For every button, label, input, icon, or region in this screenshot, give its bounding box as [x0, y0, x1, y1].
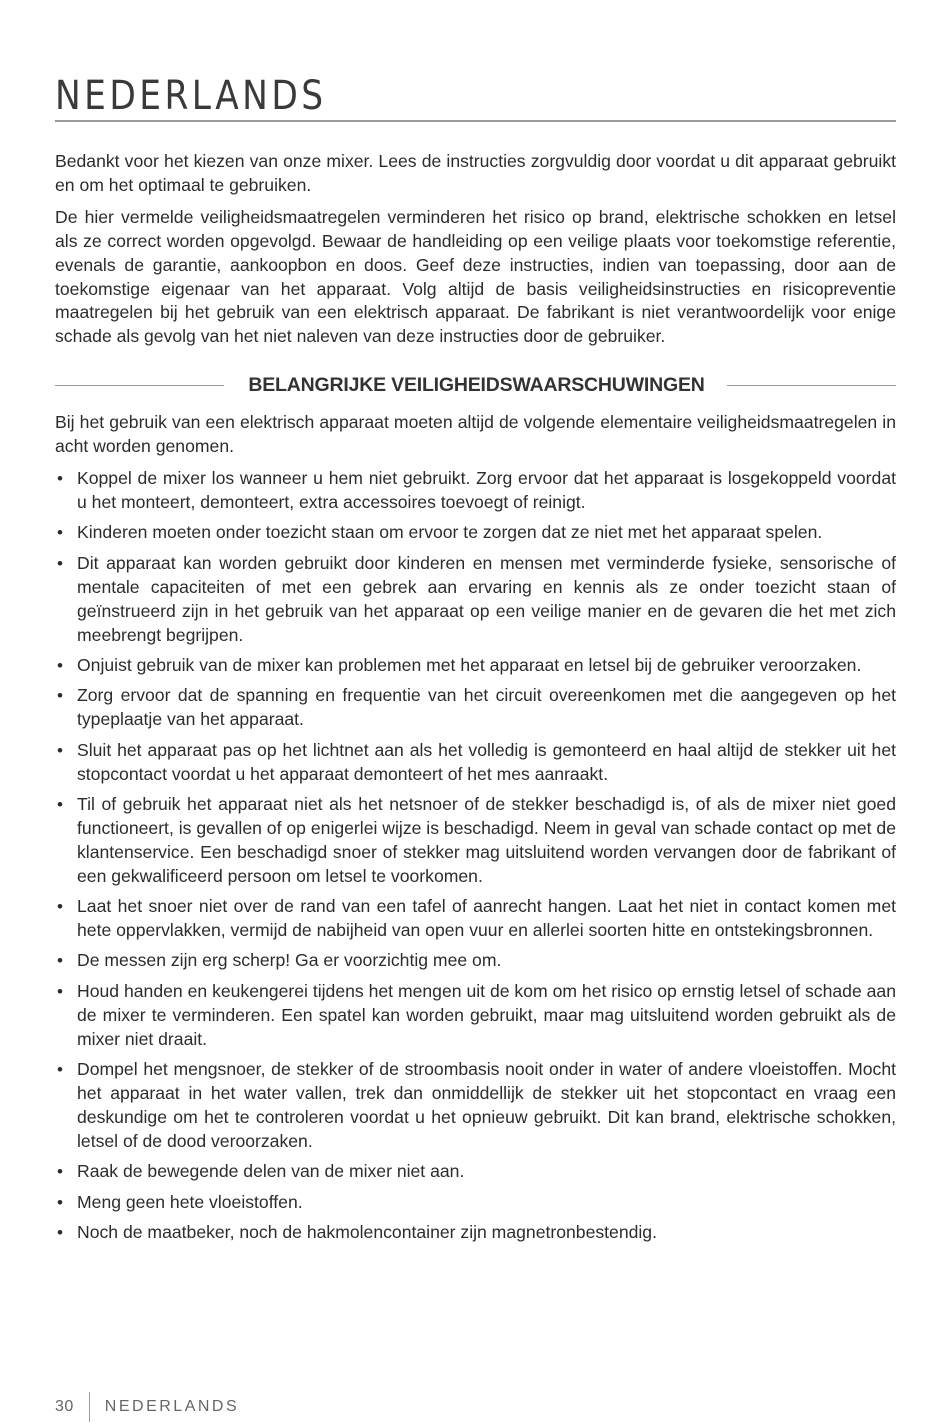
bullet-icon: •	[57, 1060, 63, 1079]
list-item	[55, 980, 896, 1052]
safety-warning-list	[55, 467, 896, 1245]
bullet-icon: •	[57, 897, 63, 917]
page-title: NEDERLANDS	[55, 72, 327, 119]
list-item	[55, 1058, 896, 1154]
bullet-icon: •	[57, 553, 63, 573]
bullet-icon: •	[57, 1162, 63, 1182]
title-divider	[55, 120, 896, 122]
list-item-text: Houd handen en keukengerei tijdens het mengen uit de kom om het risico op ernstig letsel of schade aan de mixer te verminderen. Een spatel kan worden gebruikt, maar mag uitsluitend worden gebruikt als de mixer niet draait.	[77, 980, 896, 1049]
section-intro: Bij het gebruik van een elektrisch apparaat moeten altijd de volgende elementaire veiligheidsmaatregelen in acht worden genomen.	[55, 412, 896, 457]
bullet-icon: •	[57, 981, 63, 1001]
list-item-text: Zorg ervoor dat de spanning en frequentie van het circuit overeenkomen met die aangegeven op het typeplaatje van het apparaat.	[77, 685, 896, 730]
list-item	[55, 1191, 896, 1215]
list-item-text: De messen zijn erg scherp! Ga er voorzichtig mee om.	[77, 950, 502, 971]
list-item	[55, 1221, 896, 1245]
bullet-icon: •	[57, 740, 63, 760]
list-item-text: Dompel het mengsnoer, de stekker of de stroombasis nooit onder in water of andere vloeistoffen. Mocht het apparaat in het water vallen, trek dan onmiddellijk de stekker uit het stopcontact en vraag een deskundige om het te controleren voordat u het opnieuw gebruikt. Dit kan brand, elektrische schokken, letsel of de dood veroorzaken.	[77, 1059, 896, 1151]
list-item	[55, 654, 896, 678]
bullet-icon: •	[57, 686, 63, 706]
intro-paragraph-1: Bedankt voor het kiezen van onze mixer. Lees de instructies zorgvuldig door voordat u dit apparaat gebruikt en om het optimaal te gebruiken.	[55, 151, 896, 195]
list-item-text: Sluit het apparaat pas op het lichtnet aan als het volledig is gemonteerd en haal altijd de stekker uit het stopcontact voordat u het apparaat demonteert of het mes aanraakt.	[77, 739, 896, 784]
bullet-icon: •	[57, 1222, 63, 1242]
bullet-icon: •	[57, 794, 63, 814]
bullet-icon: •	[57, 1192, 63, 1212]
list-item	[55, 521, 896, 545]
section-heading-row	[55, 371, 896, 399]
page-content	[55, 150, 896, 1251]
list-item	[55, 793, 896, 889]
list-item-text: Dit apparaat kan worden gebruikt door kinderen en mensen met verminderde fysieke, sensorische of mentale capaciteiten of met een gebrek aan ervaring en kennis als ze onder toezicht staan of geïnstrueerd zijn in het gebruik van het apparaat op een veilige manier en de gevaren die het met zich meebrengt begrijpen.	[77, 552, 896, 645]
manual-page	[55, 0, 896, 1424]
bullet-icon: •	[57, 469, 63, 489]
section-heading: BELANGRIJKE VEILIGHEIDSWAARSCHUWINGEN	[248, 373, 705, 396]
list-item	[55, 1160, 896, 1184]
bullet-icon: •	[57, 655, 63, 675]
list-item-text: Noch de maatbeker, noch de hakmolencontainer zijn magnetronbestendig.	[77, 1221, 657, 1242]
heading-line-right	[727, 385, 896, 386]
footer-divider	[89, 1392, 90, 1422]
list-item-text: Meng geen hete vloeistoffen.	[77, 1191, 303, 1212]
heading-line-left	[55, 385, 224, 386]
list-item-text: Onjuist gebruik van de mixer kan problemen met het apparaat en letsel bij de gebruiker veroorzaken.	[77, 654, 862, 675]
bullet-icon: •	[57, 951, 63, 971]
list-item	[55, 552, 896, 648]
list-item	[55, 684, 896, 732]
list-item-text: Til of gebruik het apparaat niet als het netsnoer of de stekker beschadigd is, of als de mixer niet goed functioneert, is gevallen of op enigerlei wijze is beschadigd. Neem in geval van schade contact op met de klantenservice. Een beschadigd snoer of stekker mag uitsluitend worden vervangen door de fabrikant of een gekwalificeerd persoon om letsel te voorkomen.	[77, 793, 896, 886]
page-number: 30	[55, 1398, 74, 1415]
intro-paragraph-2: De hier vermelde veiligheidsmaatregelen verminderen het risico op brand, elektrische schokken en letsel als ze correct worden opgevolgd. Bewaar de handleiding op een veilige plaats voor toekomstige referentie, evenals de garantie, aankoopbon en doos. Geef deze instructies, indien van toepassing, door aan de toekomstige eigenaar van het apparaat. Volg altijd de basis veiligheidsinstructies en risicopreventie maatregelen bij het gebruik van een elektrisch apparaat. De fabrikant is niet verantwoordelijk voor enige schade als gevolg van het niet naleven van deze instructies door de gebruiker.	[55, 206, 896, 347]
list-item	[55, 739, 896, 787]
list-item-text: Koppel de mixer los wanneer u hem niet gebruikt. Zorg ervoor dat het apparaat is losgekoppeld voordat u het monteert, demonteert, extra accessoires toevoegt of reinigt.	[77, 468, 896, 512]
bullet-icon: •	[57, 523, 63, 543]
footer-language-label: NEDERLANDS	[104, 1398, 240, 1415]
list-item-text: Laat het snoer niet over de rand van een tafel of aanrecht hangen. Laat het niet in contact komen met hete oppervlakken, vermijd de nabijheid van open vuur en allerlei soorten hitte en ontstekingsbronnen.	[77, 896, 896, 940]
list-item-text: Kinderen moeten onder toezicht staan om ervoor te zorgen dat ze niet met het apparaat spelen.	[77, 522, 823, 543]
list-item	[55, 467, 896, 515]
list-item-text: Raak de bewegende delen van de mixer niet aan.	[77, 1161, 465, 1182]
list-item	[55, 949, 896, 973]
list-item	[55, 895, 896, 943]
page-footer	[55, 1392, 239, 1422]
